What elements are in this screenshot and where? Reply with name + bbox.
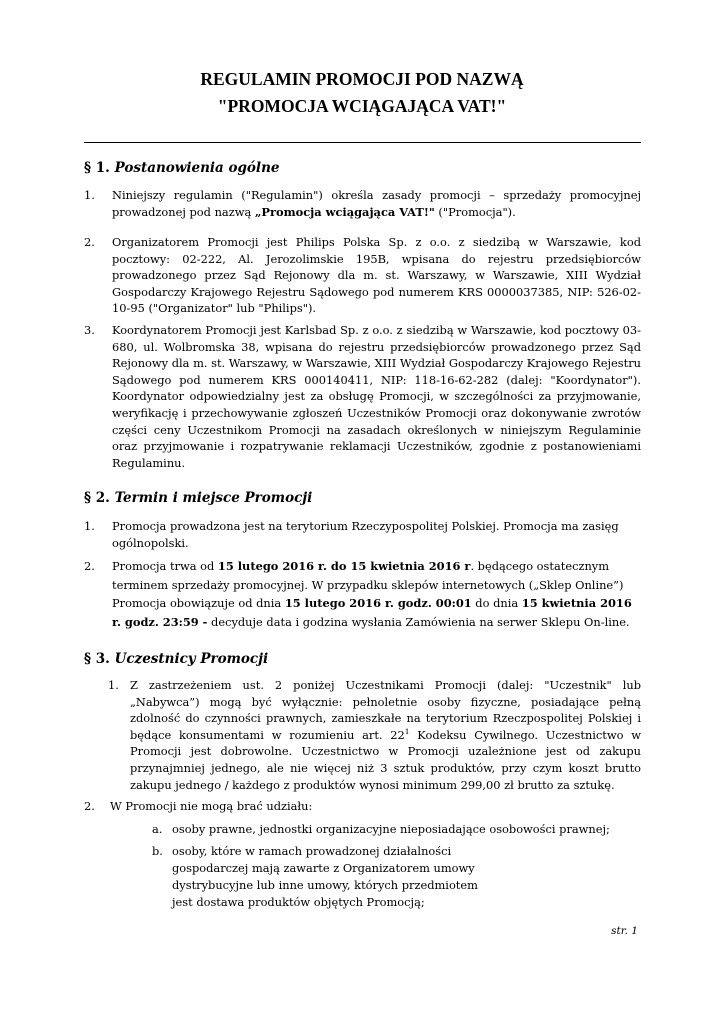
section-3-title: Uczestnicy Promocji	[114, 651, 269, 667]
item-text-part: ("Promocja").	[434, 204, 516, 219]
item-number: 2.	[84, 235, 95, 249]
section-3-heading	[84, 651, 268, 667]
item-letter: a.	[152, 822, 163, 836]
title-divider	[84, 142, 641, 143]
item-text-part: Promocja trwa od	[112, 559, 218, 573]
item-text: Promocja prowadzona jest na terytorium Rzeczypospolitej Polskiej. Promocja ma zasięg ogólnopolski.	[112, 519, 619, 550]
section-1-item-2	[84, 234, 641, 317]
section-3-subitem-a	[152, 821, 641, 838]
item-text-part: Kodeksu Cywilnego. Uczestnictwo w Promocji jest dobrowolne. Uczestnictwo w Promocji uzależnione jest od zakupu przynajmniej jednego, ale nie więcej niż 3 sztuk produktów, przy czym koszt brutto zakupu jednego / każdego z produktów wynosi minimum 299,00 zł brutto za sztukę.	[130, 727, 641, 792]
section-2-title: Termin i miejsce Promocji	[114, 490, 313, 506]
item-text-part: Niniejszy regulamin ("Regulamin") określa zasady promocji – sprzedaży promocyjnej prowadzonej pod nazwą	[112, 188, 641, 219]
section-2-heading	[84, 490, 312, 506]
item-number: 3.	[84, 323, 95, 337]
item-text	[112, 557, 641, 631]
item-text	[112, 187, 641, 220]
section-3-item-1	[108, 677, 641, 793]
item-text: Organizatorem Promocji jest Philips Polska Sp. z o.o. z siedzibą w Warszawie, kod pocztowy: 02-222, Al. Jerozolimskie 195B, wpisana do rejestru przedsiębiorców prowadzonego przez Sąd Rejonowy dla m. st. Warszawy, w Warszawie, XIII Wydział Gospodarczy Krajowego Rejestru Sądowego pod numerem KRS 0000037385, NIP: 526-02-10-95 ("Organizator" lub "Philips").	[112, 235, 641, 316]
item-text	[130, 677, 641, 793]
item-number: 1.	[84, 519, 95, 533]
section-3-item-2	[84, 798, 641, 815]
item-number: 2.	[84, 559, 95, 573]
article-superscript: 1	[404, 726, 410, 736]
item-text-part: . będącego ostatecznym terminem sprzedaży promocyjnej. W przypadku sklepów internetowych („Sklep Online”) Promocja obowiązuje od dnia	[112, 559, 624, 610]
item-text-part: do dnia	[471, 596, 522, 610]
online-end-datetime: 15 kwietnia 2016 r. godz. 23:59 -	[112, 596, 632, 629]
item-number: 1.	[108, 678, 119, 692]
item-text: W Promocji nie mogą brać udziału:	[110, 799, 313, 813]
page-number: str. 1	[611, 925, 638, 937]
item-number: 1.	[84, 188, 95, 202]
online-start-datetime: 15 lutego 2016 r. godz. 00:01	[284, 596, 472, 610]
item-number: 2.	[84, 799, 95, 813]
item-text-part: Z zastrzeżeniem ust. 2 poniżej Uczestnikami Promocji (dalej: "Uczestnik" lub „Nabywca”) mogą być wyłącznie: pełnoletnie osoby fizyczne, posiadające pełną zdolność do czynności prawnych, zamieszkałe na terytorium Rzeczpospolitej Polskiej i będące konsumentami w rozumieniu art. 22	[130, 678, 641, 742]
item-text-part: decyduje data i godzina wysłania Zamówienia na serwer Sklepu On-line.	[207, 614, 630, 629]
section-3-number: § 3.	[84, 651, 110, 667]
item-text: osoby prawne, jednostki organizacyjne nieposiadające osobowości prawnej;	[172, 822, 610, 836]
section-2-number: § 2.	[84, 490, 110, 506]
section-1-item-1	[84, 187, 641, 220]
section-1-title: Postanowienia ogólne	[114, 160, 280, 176]
section-2-item-2	[84, 557, 641, 631]
section-3-subitem-b	[152, 843, 641, 911]
promotion-name: „Promocja wciągająca VAT!"	[254, 204, 435, 219]
item-letter: b.	[152, 844, 163, 858]
section-1-heading	[84, 160, 279, 176]
section-1-item-3	[84, 322, 641, 471]
section-2-item-1	[84, 518, 641, 551]
document-title-line-2: "PROMOCJA WCIĄGAJĄCA VAT!"	[217, 96, 507, 116]
item-text: Koordynatorem Promocji jest Karlsbad Sp. z o.o. z siedzibą w Warszawie, kod pocztowy 03-680, ul. Wolbromska 38, wpisana do rejestru przedsiębiorców prowadzonego przez Sąd Rejonowy dla m. st. Warszawy, w Warszawie, XIII Wydział Gospodarczy Krajowego Rejestru Sądowego pod numerem KRS 000140411, NIP: 118-16-62-282 (dalej: "Koordynator"). Koordynator odpowiedzialny jest za obsługę Promocji, w szczególności za przyjmowanie, weryfikację i przechowywanie zgłoszeń Uczestników Promocji oraz dokonywanie zwrotów części ceny Uczestnikom Promocji na zasadach określonych w niniejszym Regulaminie oraz przyjmowanie i rozpatrywanie reklamacji Uczestników, zgodnie z postanowieniami Regulaminu.	[112, 323, 641, 470]
promotion-dates: 15 lutego 2016 r. do 15 kwietnia 2016 r	[217, 559, 471, 573]
document-title-line-1: REGULAMIN PROMOCJI POD NAZWĄ	[200, 69, 524, 89]
section-1-number: § 1.	[84, 160, 110, 176]
item-text: osoby, które w ramach prowadzonej działalności gospodarczej mają zawarte z Organizatorem umowy dystrybucyjne lub inne umowy, których przedmiotem jest dostawa produktów objętych Promocją;	[172, 844, 478, 909]
